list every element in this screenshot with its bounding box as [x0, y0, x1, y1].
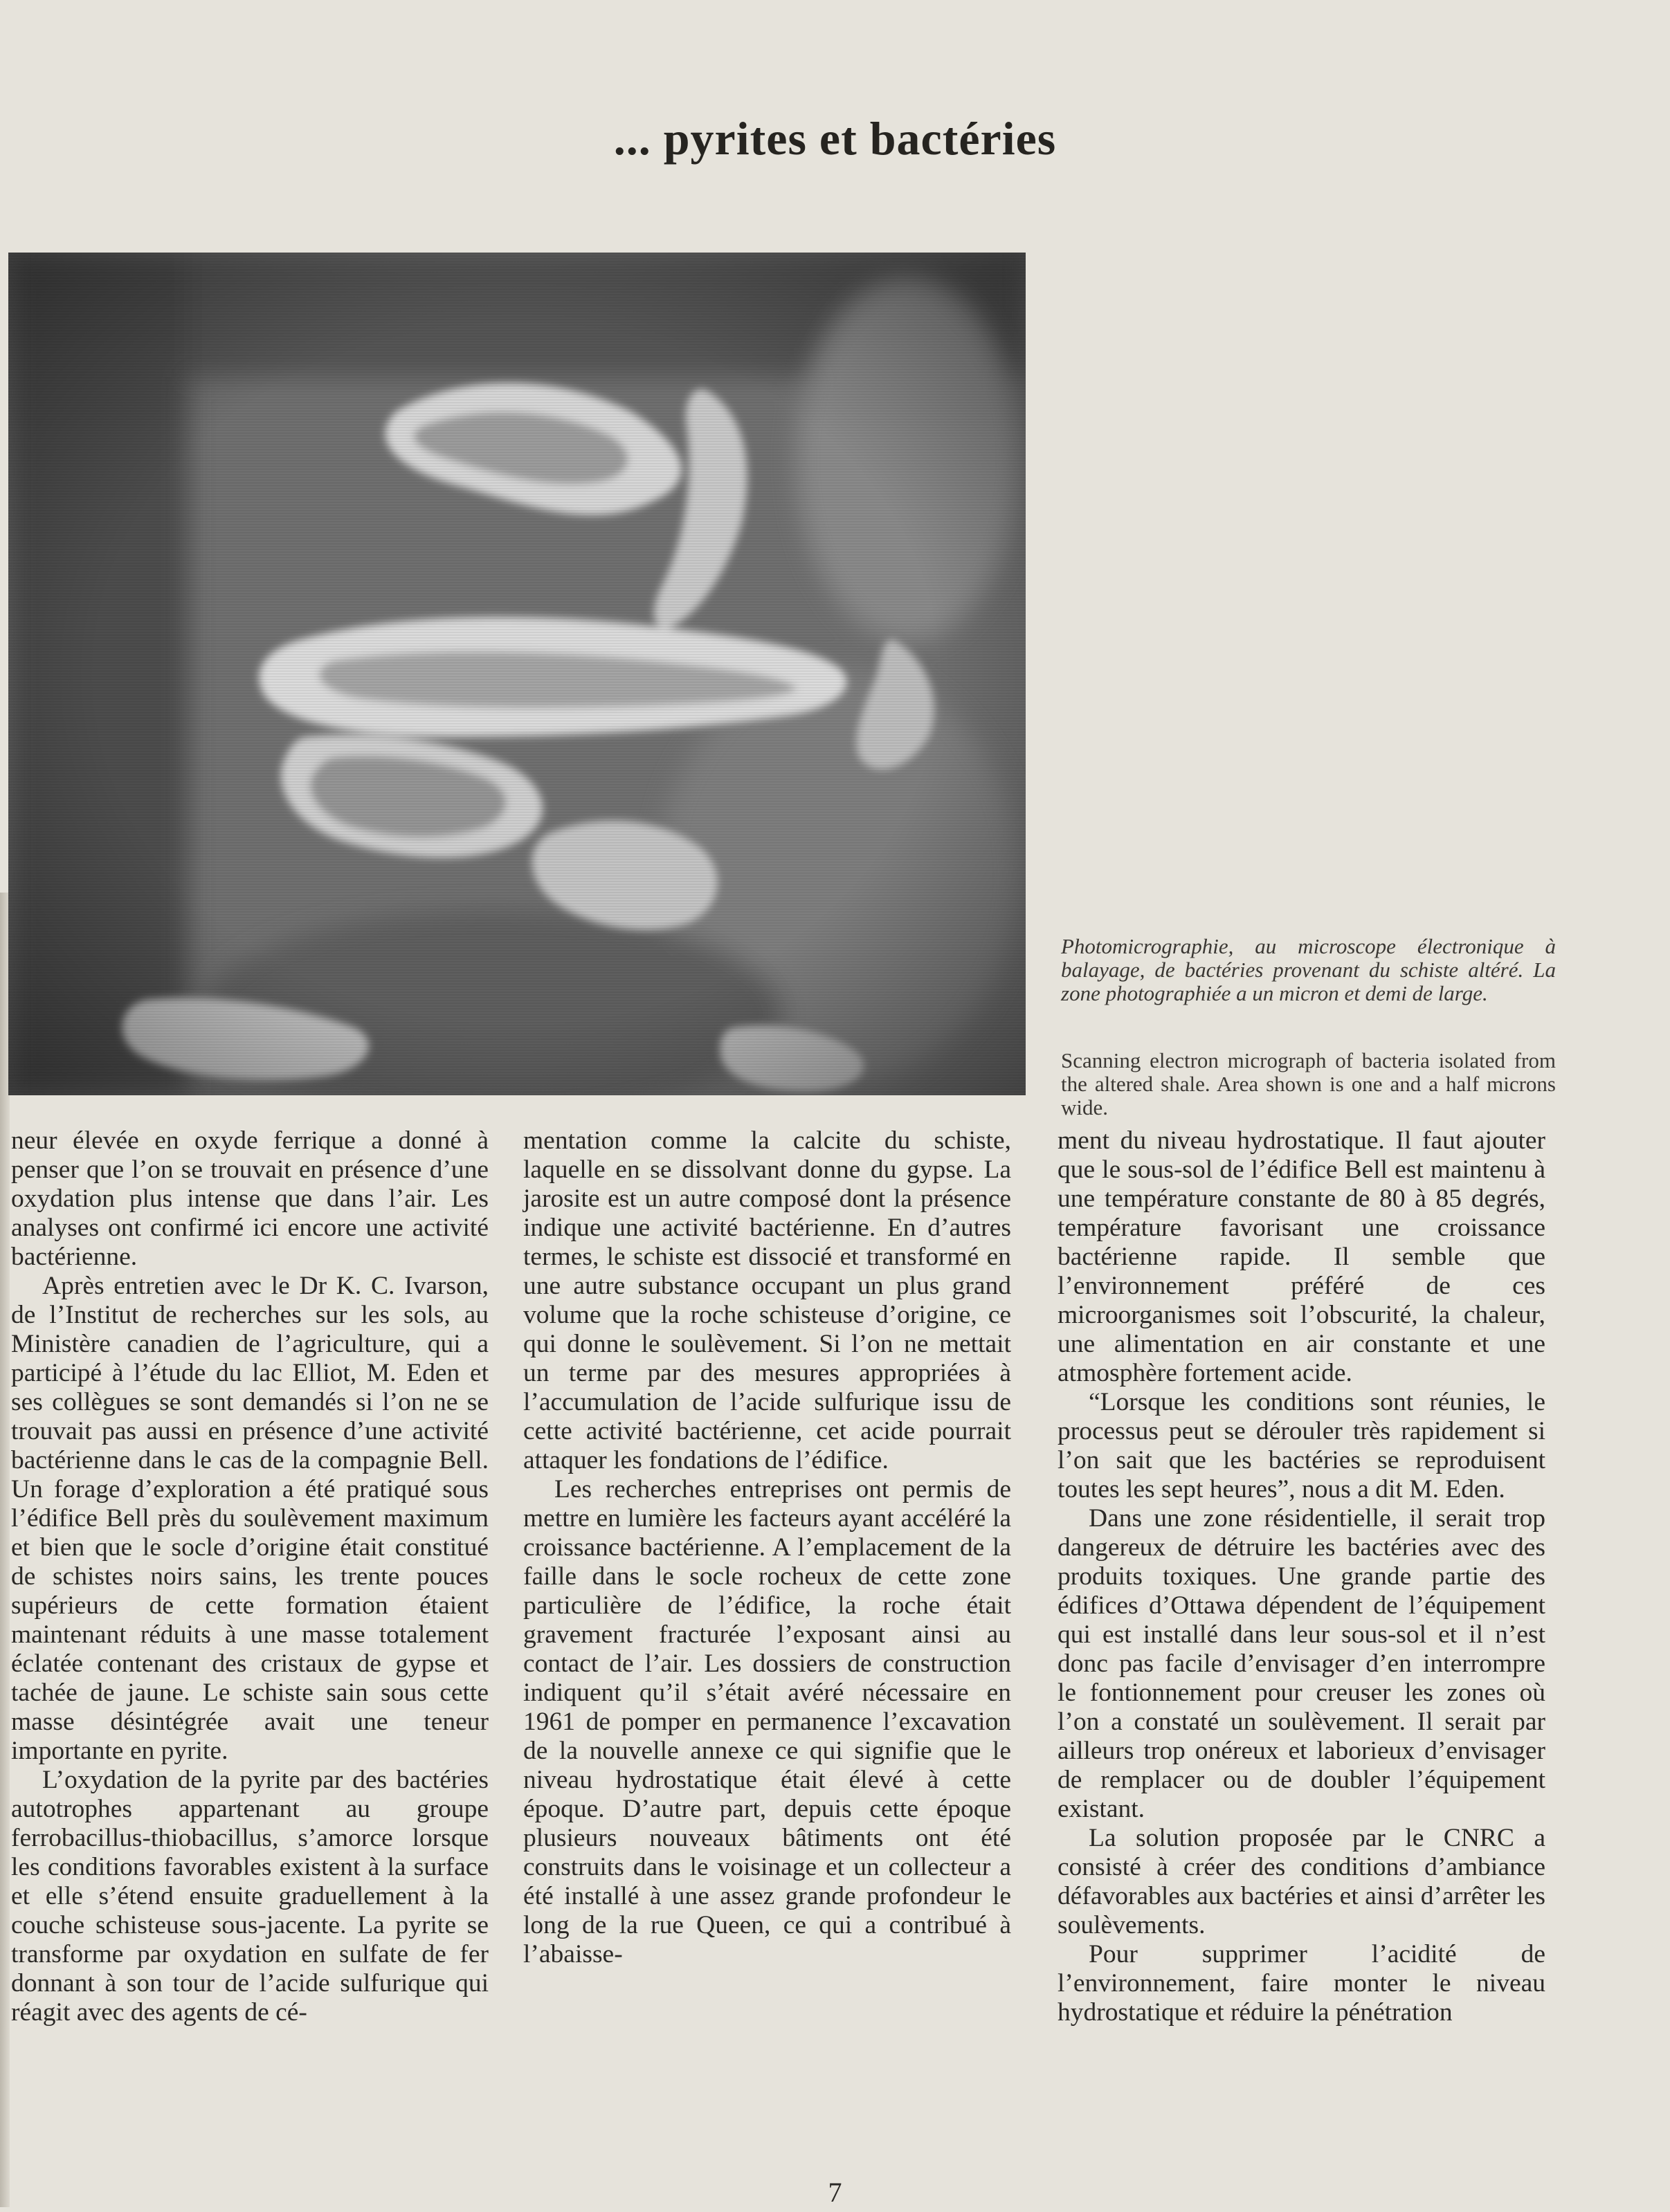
page-number: 7	[828, 2177, 842, 2208]
micrograph-photo	[8, 253, 1026, 1095]
paragraph: La solution proposée par le CNRC a consisté à créer des conditions d’ambiance défavorables aux bactéries et ainsi d’arrêter les soulèvements.	[1058, 1824, 1545, 1939]
paragraph: Les recherches entreprises ont permis de mettre en lumière les facteurs ayant accéléré la croissance bactérienne. A l’emplacement de la faille dans le socle rocheux de cette zone particulière de l’édifice, la roche était gravement fracturée l’exposant ainsi au contact de l’air. Les dossiers de construction indiquent qu’il s’était avéré nécessaire en 1961 de pomper en permanence l’excavation de la nouvelle annexe ce qui signifie que le niveau hydrostatique était élevé à cette époque. D’autre part, depuis cette époque plusieurs nouveaux bâtiments ont été construits dans le voisinage et un collecteur a été installé à une assez grande profondeur le long de la rue Queen, ce qui a contribué à l’abaisse-	[523, 1475, 1011, 1968]
paragraph: Après entretien avec le Dr K. C. Ivarson, de l’Institut de recherches sur les sols, au Ministère canadien de l’agriculture, qui a participé à l’étude du lac Elliot, M. Eden et ses collègues se sont demandés si l’on ne se trouvait pas aussi en présence d’une activité bactérienne dans le cas de la compagnie Bell. Un forage d’exploration a été pratiqué sous l’édifice Bell près du soulèvement maximum et bien que le socle d’origine était constitué de schistes noirs sains, les trente pouces supérieurs de cette formation étaient maintenant réduits à une masse totalement éclatée contenant des cristaux de gypse et tachée de jaune. Le schiste sain sous cette masse désintégrée avait une teneur importante en pyrite.	[11, 1272, 489, 1765]
caption-english: Scanning electron micrograph of bacteria isolated from the altered shale. Area shown is one and a half microns wide.	[1061, 1048, 1556, 1119]
caption-french: Photomicrographie, au microscope électronique à balayage, de bactéries provenant du schiste altéré. La zone photographiée a un micron et demi de large.	[1061, 934, 1556, 1005]
paragraph: “Lorsque les conditions sont réunies, le processus peut se dérouler très rapidement si l’on sait que les bactéries se reproduisent toutes les sept heures”, nous a dit M. Eden.	[1058, 1388, 1545, 1503]
text-column-2	[523, 1126, 1011, 1969]
paragraph: neur élevée en oxyde ferrique a donné à penser que l’on se trouvait en présence d’une oxydation plus intense que dans l’air. Les analyses ont confirmé ici encore une activité bactérienne.	[11, 1126, 489, 1271]
paragraph: L’oxydation de la pyrite par des bactéries autotrophes appartenant au groupe ferrobacillus-thiobacillus, s’amorce lorsque les conditions favorables existent à la surface et elle s’étend ensuite graduellement à la couche schisteuse sous-jacente. La pyrite se transforme par oxydation en sulfate de fer donnant à son tour de l’acide sulfurique qui réagit avec des agents de cé-	[11, 1766, 489, 2027]
text-column-3	[1058, 1126, 1545, 2027]
page-title: ... pyrites et bactéries	[613, 111, 1057, 165]
paragraph: Pour supprimer l’acidité de l’environnement, faire monter le niveau hydrostatique et réduire la pénétration	[1058, 1940, 1545, 2027]
paragraph: ment du niveau hydrostatique. Il faut ajouter que le sous-sol de l’édifice Bell est maintenu à une température constante de 80 à 85 degrés, température favorisant une croissance bactérienne rapide. Il semble que l’environnement préféré de ces microorganismes soit l’obscurité, la chaleur, une alimentation en air constante et une atmosphère fortement acide.	[1058, 1126, 1545, 1387]
paragraph: mentation comme la calcite du schiste, laquelle en se dissolvant donne du gypse. La jarosite est un autre composé dont la présence indique une activité bactérienne. En d’autres termes, le schiste est dissocié et transformé en une autre substance occupant un plus grand volume que la roche schisteuse d’origine, ce qui donne le soulèvement. Si l’on ne mettait un terme par des mesures appropriées à l’accumulation de l’acide sulfurique issu de cette activité bactérienne, cet acide pourrait attaquer les fondations de l’édifice.	[523, 1126, 1011, 1474]
paragraph: Dans une zone résidentielle, il serait trop dangereux de détruire les bactéries avec des produits toxiques. Une grande partie des édifices d’Ottawa dépendent de l’équipement qui est installé dans leur sous-sol et il n’est donc pas facile d’envisager d’en interrompre le fontionnement pour creuser les zones où l’on a constaté un soulèvement. Il serait par ailleurs trop onéreux et laborieux d’envisager de remplacer ou de doubler l’équipement existant.	[1058, 1504, 1545, 1823]
text-column-1	[11, 1126, 489, 2027]
